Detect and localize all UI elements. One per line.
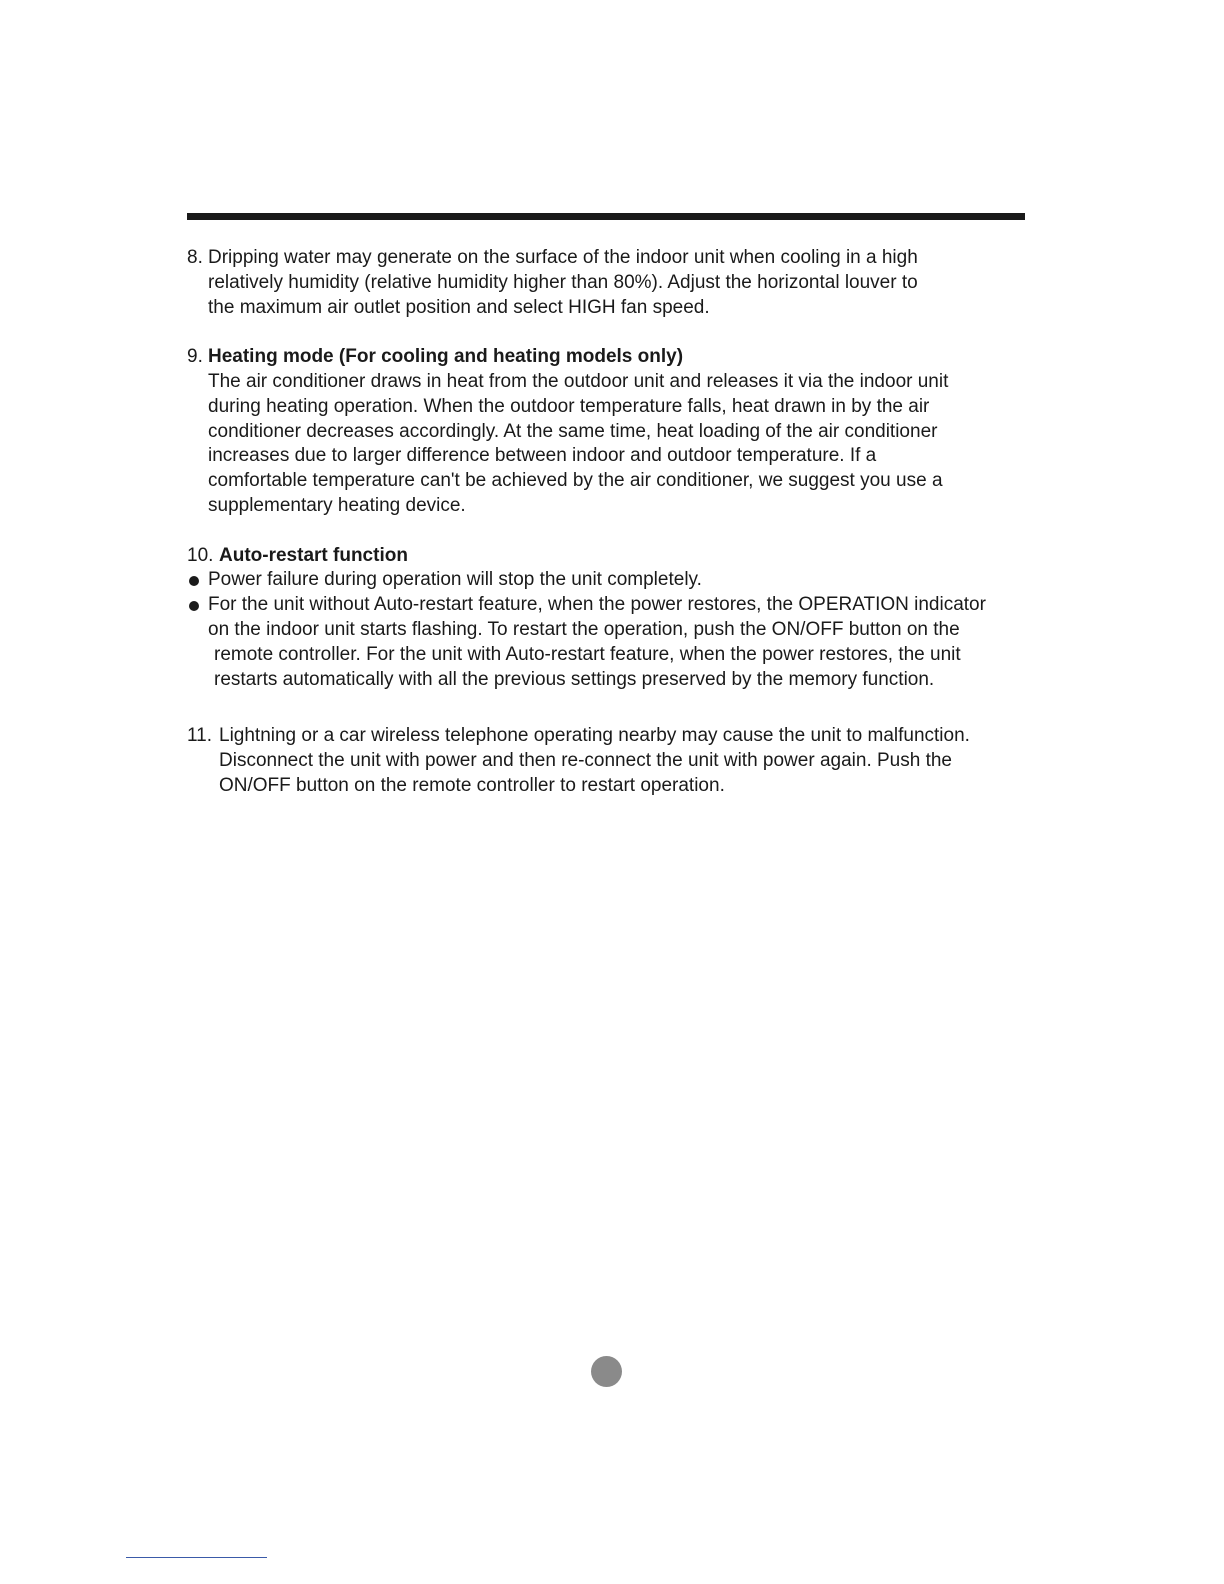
item-number: 10.	[187, 544, 214, 566]
text-line: Dripping water may generate on the surface of the indoor unit when cooling in a high	[208, 247, 918, 268]
text-line: ON/OFF button on the remote controller to restart operation.	[219, 774, 725, 796]
instructions-body	[187, 246, 1037, 799]
text-line: conditioner decreases accordingly. At the same time, heat loading of the air conditioner	[208, 420, 938, 442]
item-8	[187, 246, 1037, 320]
text-line: remote controller. For the unit with Auto-restart feature, when the power restores, the unit	[214, 643, 961, 665]
bullet-item	[187, 593, 1037, 692]
spacer	[187, 519, 1037, 544]
text-line: For the unit without Auto-restart feature, when the power restores, the OPERATION indicator	[208, 594, 986, 616]
text-line: Disconnect the unit with power and then re-connect the unit with power again. Push the	[219, 750, 952, 772]
bullet-item	[187, 568, 1037, 593]
section-heading: Heating mode (For cooling and heating models only)	[208, 346, 684, 368]
item-10	[187, 544, 1037, 693]
text-line: supplementary heating device.	[208, 494, 466, 516]
section-heading: Auto-restart function	[219, 544, 408, 566]
footer-rule	[126, 1557, 267, 1558]
spacer	[187, 692, 1037, 724]
text-line: comfortable temperature can't be achieved by the air conditioner, we suggest you use a	[208, 470, 943, 492]
text-line: during heating operation. When the outdoor temperature falls, heat drawn in by the air	[208, 395, 930, 417]
text-line: Lightning or a car wireless telephone operating nearby may cause the unit to malfunction.	[219, 725, 970, 747]
item-9	[187, 345, 1037, 519]
text-line: relatively humidity (relative humidity higher than 80%). Adjust the horizontal louver to	[208, 271, 918, 293]
item-11	[187, 724, 1037, 798]
spacer	[187, 320, 1037, 345]
header-rule	[187, 213, 1025, 220]
item-number: 8.	[187, 247, 203, 268]
text-line: The air conditioner draws in heat from the outdoor unit and releases it via the indoor unit	[208, 370, 949, 392]
text-line: Power failure during operation will stop the unit completely.	[208, 569, 702, 591]
page-number-dot	[591, 1356, 622, 1387]
item-number: 11.	[187, 725, 213, 747]
item-number: 9.	[187, 346, 203, 368]
text-line: restarts automatically with all the previous settings preserved by the memory function.	[214, 668, 935, 690]
text-line: on the indoor unit starts flashing. To restart the operation, push the ON/OFF button on the	[208, 618, 960, 640]
text-line: increases due to larger difference between indoor and outdoor temperature. If a	[208, 445, 877, 467]
text-line: the maximum air outlet position and select HIGH fan speed.	[208, 296, 710, 318]
